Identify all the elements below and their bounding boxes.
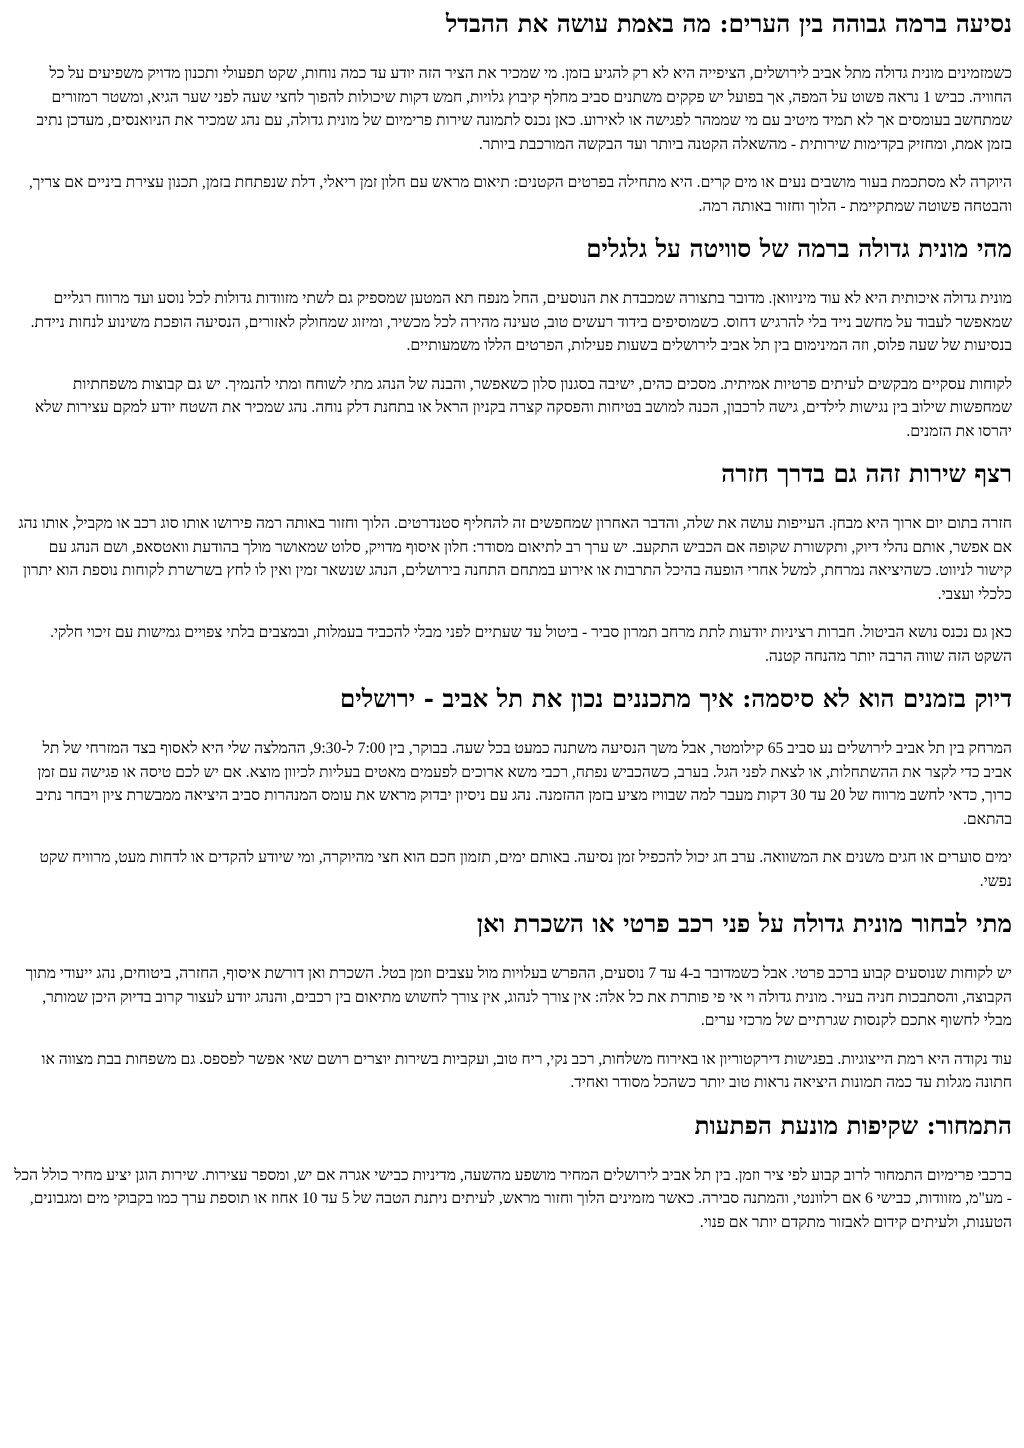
paragraph: המרחק בין תל אביב לירושלים נע סביב 65 קילומטר, אבל משך הנסיעה משתנה כמעט בכל שעה. בבוקר, בין 7:00 ל-9:30, ההמלצה שלי היא לאסוף בצד המזרחי של תל אביב כדי לקצר את ההשתחלות, או לצאת לפני הגל. בערב, כשהכביש נפתח, רכבי משא ארוכים לפעמים מאטים בעליות לכיוון מוצא. אם יש לכם טיסה או פגישה עם זמן כרוך, כדאי לחשב מרווח של 20 עד 30 דקות מעבר למה שבוויז מציע בזמן ההזמנה. נהג עם ניסיון יבדוק מראש את עומס המנהרות סביב היציאה ממבשרת ציון ויבחר נתיב בהתאם. [35, 740, 1012, 828]
paragraph: עוד נקודה היא רמת הייצוגיות. בפגישות דירקטוריון או באירוח משלחות, רכב נקי, ריח טוב, ועקביות בשירות יוצרים רושם שאי אפשר לפספס. גם משפחות בבת מצווה או חתונה מגלות עד כמה תמונות היציאה נראות טוב יותר כשהכל מסודר ואחיד. [41, 1050, 1012, 1091]
paragraph: כאן גם נכנס נושא הביטול. חברות רציניות יודעות לתת מרחב תמרון סביר - ביטול עד שעתיים לפני מבלי להכביד בעמלות, ובמצבים בלתי צפויים גמישות עם זיכוי חלקי. השקט הזה שווה הרבה יותר מהנחה קטנה. [50, 624, 1012, 665]
section-heading: מתי לבחור מונית גדולה על פני רכב פרטי או השכרת ואן [476, 909, 1012, 938]
section-return-trip [12, 458, 1012, 668]
section-timing [12, 683, 1012, 893]
paragraph: ברכבי פרימיום התמחור לרוב קבוע לפי ציר וזמן. בין תל אביב לירושלים המחיר מושפע מהשעה, מדיניות כבישי אגרה אם יש, ומספר עצירות. שירות הוגן יציע מחיר כולל הכל - מע"מ, מזוודות, כבישי 6 אם רלוונטי, והמתנה סבירה. כאשר מזמינים הלוך וחזור מראש, לעיתים ניתנת הטבה של 5 עד 10 אחוז או תוספת ערך כמו בקבוקי מים ומגבונים, הטענות, ולעיתים קידום לאבזור מתקדם יותר אם פנוי. [14, 1166, 1012, 1231]
section-when-to-choose [12, 908, 1012, 1095]
paragraph: חזרה בתום יום ארוך היא מבחן. העייפות עושה את שלה, והדבר האחרון שמחפשים זה להחליף סטנדרטים. הלוך וחזור באותה רמה פירושו אותו סוג רכב או מקביל, אותו נהג אם אפשר, אותם נהלי דיוק, ותקשורת שקופה אם הכביש התקעב. יש ערך רב לתיאום מסודר: חלון איסוף מדויק, סלוט שמאושר מולך בהודעת וואטסאפ, ושם הנהג עם קישור לניווט. כשהיציאה נמרחת, למשל אחרי הופעה בהיכל התרבות או אירוע במתחם התחנה בירושלים, הנהג שנשאר זמין ואין לו לחץ בשרשרת לקוחות נוספת הוא יתרון כלכלי ועצבי. [18, 515, 1012, 603]
paragraph: כשמזמינים מונית גדולה מתל אביב לירושלים, הציפייה היא לא רק להגיע בזמן. מי שמכיר את הציר הזה יודע עד כמה נוחות, שקט תפעולי ותכנון מדויק משפיעים על כל החוויה. כביש 1 נראה פשוט על המפה, אך בפועל יש פקקים משתנים סביב מחלף קיבוץ גלויות, חמש דקות שיכולות להפוך לחצי שעה לפני שער הגיא, ומשטר רמזורים שמתחשב בעומסים אך לא תמיד מיטיב עם מי שממהר לפגישה או לאירוע. כאן נכנס לתמונה שירות פרימיום של מונית גדולה, עם נהג שמכיר את הניואנסים, מעדכן נתיב בזמן אמת, ומחזיק בקדימות שירותית - מהשאלה הקטנה ביותר ועד הבקשה המורכבת ביותר. [36, 65, 1012, 153]
paragraph: יש לקוחות שנוסעים קבוע ברכב פרטי. אבל כשמדובר ב-4 עד 7 נוסעים, ההפרש בעלויות מול עצבים וזמן בטל. השכרת ואן דורשת איסוף, החזרה, ביטוחים, נהג ייעודי מתוך הקבוצה, והסתבכות חניה בעיר. מונית גדולה וי אי פי פותרת את כל אלה: אין צורך לנהוג, אין צורך לחשוש מתיאום בין רכבים, והנהג יודע לעצור קרוב בדיוק היכן שמותר, מבלי לחשוף אתכם לקנסות שגרתיים של מרכזי ערים. [25, 965, 1012, 1029]
section-heading: רצף שירות זהה גם בדרך חזרה [721, 459, 1012, 488]
paragraph: מונית גדולה איכותית היא לא עוד מיניוואן. מדובר בתצורה שמכבדת את הנוסעים, החל מנפח תא המטען שמספיק גם לשתי מזוודות גדולות לכל נוסע ועד מרווח רגליים שמאפשר לעבוד על מחשב נייד בלי להרגיש דחוס. כשמוסיפים בידוד רעשים טוב, טעינה מהירה לכל מכשיר, ומיזוג שמחולק לאזורים, הנסיעה הופכת משינוע לנחות ניידת. בנסיעות של שעה פלוס, וזה המינימום בין תל אביב לירושלים בשעות פעילות, הפרטים הללו משמעותיים. [30, 290, 1012, 354]
section-intro [12, 8, 1012, 218]
paragraph: היוקרה לא מסתכמת בעור מושבים נעים או מים קרים. היא מתחילה בפרטים הקטנים: תיאום מראש עם חלון זמן ריאלי, דלת שנפתחת בזמן, תכנון עצירת ביניים אם צריך, והבטחה פשוטה שמתקיימת - הלוך וחזור באותה רמה. [28, 174, 1012, 215]
paragraph: לקוחות עסקיים מבקשים לעיתים פרטיות אמיתית. מסכים כהים, ישיבה בסגנון סלון כשאפשר, והבנה של הנהג מתי לשוחח ומתי להנמיך. יש גם קבוצות משפחתיות שמחפשות שילוב בין נגישות לילדים, גישה לרכבון, הכנה למושב בטיחות והפסקה קצרה בקניון הראל או בתחנת דלק נוחה. נהג שמכיר את השטח יודע למקם עצירות שלא יהרסו את הזמנים. [34, 375, 1012, 440]
section-pricing [12, 1110, 1012, 1235]
section-large-taxi [12, 233, 1012, 443]
section-heading: התמחור: שקיפות מונעת הפתעות [694, 1110, 1012, 1140]
section-heading: נסיעה ברמה גבוהה בין הערים: מה באמת עושה את ההבדל [445, 9, 1012, 38]
paragraph: ימים סוערים או חגים משנים את המשוואה. ערב חג יכול להכפיל זמן נסיעה. באותם ימים, תזמון חכם הוא חצי מהיוקרה, ומי שיודע להקדים או לדחות מעט, מרוויח שקט נפשי. [39, 849, 1012, 890]
section-heading: מהי מונית גדולה ברמה של סוויטה על גלגלים [586, 234, 1012, 263]
section-heading: דיוק בזמנים הוא לא סיסמה: איך מתכננים נכון את תל אביב - ירושלים [339, 684, 1012, 713]
